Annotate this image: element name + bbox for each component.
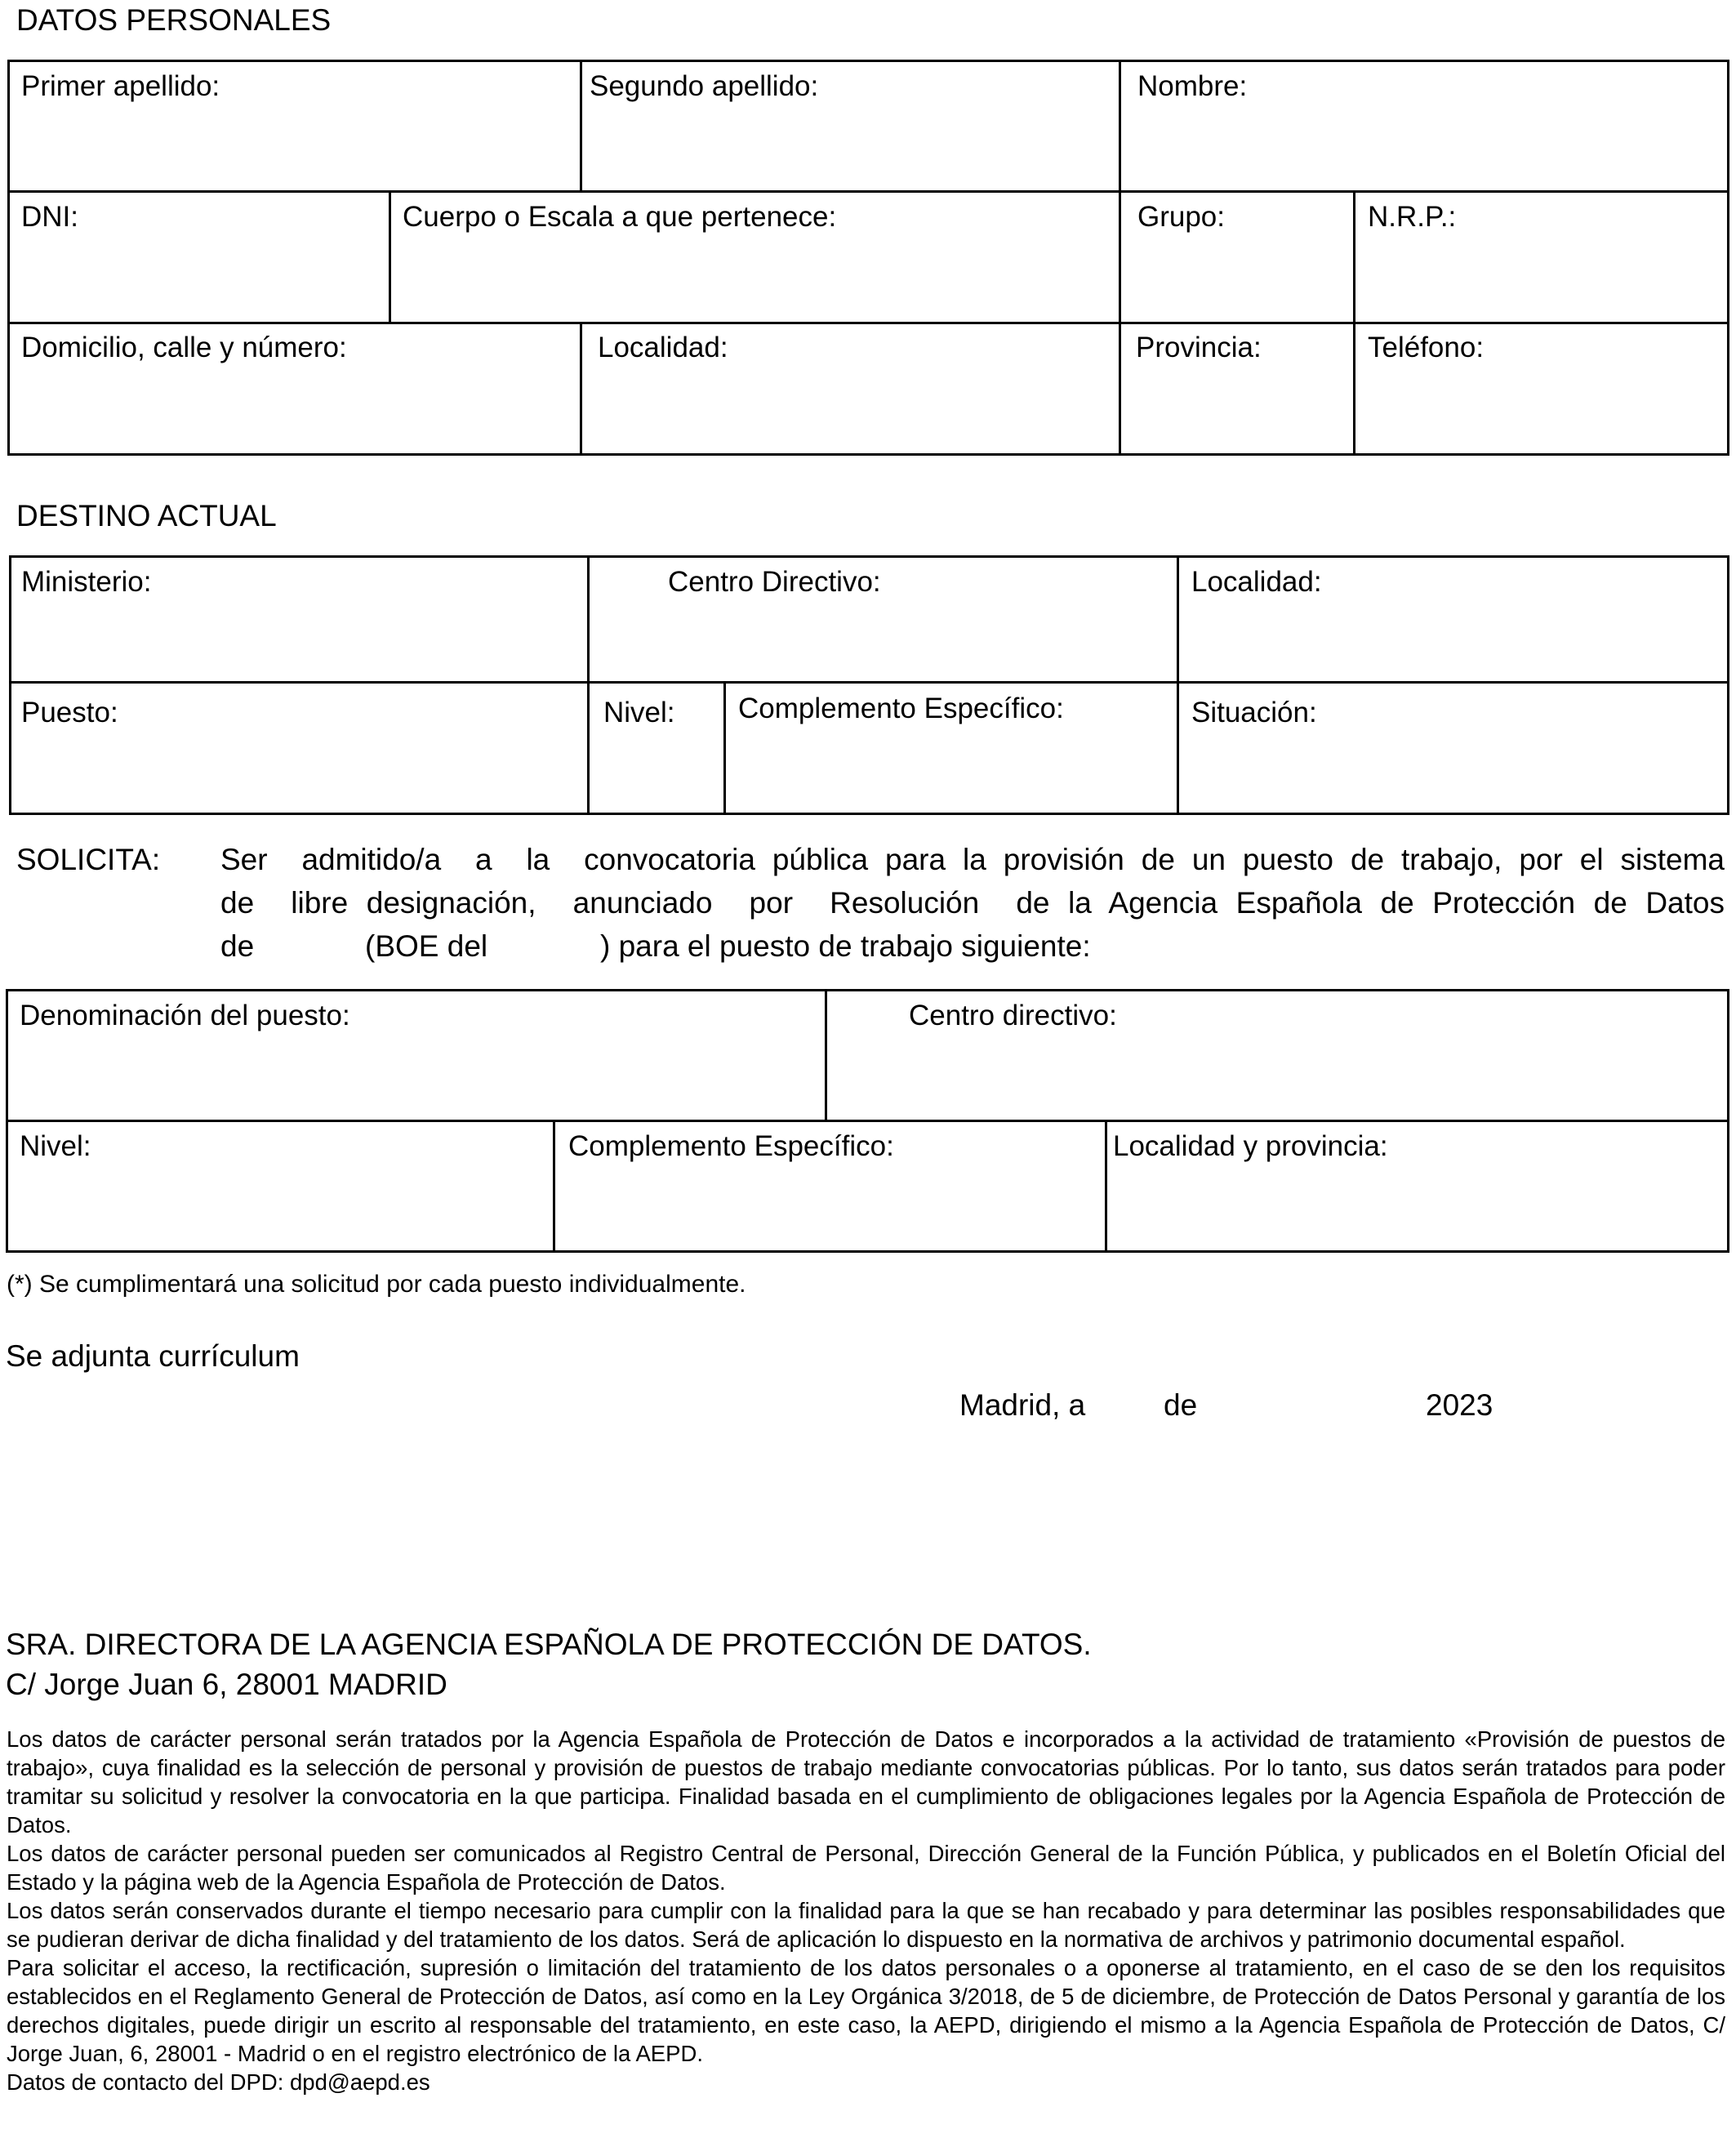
addressee-line-1: SRA. DIRECTORA DE LA AGENCIA ESPAÑOLA DE PROTECCIÓN DE DATOS. — [6, 1628, 1092, 1661]
divider — [9, 681, 1729, 684]
divider — [1119, 190, 1121, 456]
denominacion-puesto-field[interactable]: Denominación del puesto: — [20, 1000, 350, 1031]
divider — [553, 1120, 555, 1253]
solicita-line-3-end: ) para el puesto de trabajo siguiente: — [600, 929, 1091, 963]
provincia-field[interactable]: Provincia: — [1136, 332, 1262, 363]
divider — [1177, 555, 1179, 815]
divider — [1119, 60, 1121, 191]
domicilio-field[interactable]: Domicilio, calle y número: — [21, 332, 347, 363]
divider — [825, 989, 827, 1120]
nivel-solicitado-field[interactable]: Nivel: — [20, 1130, 91, 1162]
nrp-field[interactable]: N.R.P.: — [1368, 201, 1457, 233]
segundo-apellido-field[interactable]: Segundo apellido: — [590, 70, 819, 102]
solicita-text — [220, 838, 1725, 968]
localidad-provincia-field[interactable]: Localidad y provincia: — [1113, 1130, 1388, 1162]
privacy-paragraph-1: Los datos de carácter personal serán tratados por la Agencia Española de Protección de Datos e incorporados a la actividad de tratamiento «Provisión de puestos de trabajo», cuya finalidad es la selección de personal y provisión de puestos de trabajo mediante convocatorias públicas. Por lo tanto, sus datos serán tratados para poder tramitar su solicitud y resolver la convocatoria en la que participa. Finalidad basada en el cumplimiento de obligaciones legales por la Agencia Española de Protección de Datos. — [7, 1726, 1725, 1837]
divider — [6, 1120, 1729, 1122]
solicita-line-3-boe: (BOE del — [365, 929, 488, 963]
destino-localidad-field[interactable]: Localidad: — [1191, 566, 1322, 598]
privacy-paragraph-4: Para solicitar el acceso, la rectificación, supresión o limitación del tratamiento de los datos personales o a oponerse al tratamiento, en el caso de se den los requisitos establecidos en el Reglamento General de Protección de Datos, así como en la Ley Orgánica 3/2018, de 5 de diciembre, de Protección de Datos Personal y garantía de los derechos digitales, puede dirigir un escrito al responsable del tratamiento, en este caso, la AEPD, dirigiendo el mismo a la Agencia Española de Protección de Datos, C/ Jorge Juan, 6, 28001 - Madrid o en el registro electrónico de la AEPD. — [7, 1955, 1725, 2066]
nombre-field[interactable]: Nombre: — [1137, 70, 1248, 102]
solicita-line-1: Ser admitido/a a la convocatoria pública para la provisión de un puesto de trabajo, por el sistema — [220, 843, 1725, 876]
section-title-destino: DESTINO ACTUAL — [16, 499, 277, 532]
divider — [723, 681, 726, 815]
complemento-solicitado-field[interactable]: Complemento Específico: — [568, 1130, 894, 1162]
footnote: (*) Se cumplimentará una solicitud por cada puesto individualmente. — [7, 1271, 746, 1298]
nivel-field[interactable]: Nivel: — [603, 697, 675, 728]
centro-directivo-field[interactable]: Centro Directivo: — [668, 566, 881, 598]
divider — [1353, 190, 1355, 456]
date-de: de — [1164, 1388, 1198, 1422]
divider — [587, 555, 590, 815]
solicita-line-2: de libre designación, anunciado por Resolución de la Agencia Española de Protección de Datos — [220, 886, 1725, 920]
cuerpo-escala-field[interactable]: Cuerpo o Escala a que pertenece: — [403, 201, 837, 233]
primer-apellido-field[interactable]: Primer apellido: — [21, 70, 220, 102]
localidad-field[interactable]: Localidad: — [598, 332, 728, 363]
privacy-paragraph-5: Datos de contacto del DPD: dpd@aepd.es — [7, 2069, 430, 2095]
situacion-field[interactable]: Situación: — [1191, 697, 1317, 728]
dni-field[interactable]: DNI: — [21, 201, 78, 233]
addressee-line-2: C/ Jorge Juan 6, 28001 MADRID — [6, 1668, 447, 1701]
solicita-line-3-de: de — [220, 929, 255, 963]
telefono-field[interactable]: Teléfono: — [1368, 332, 1485, 363]
ministerio-field[interactable]: Ministerio: — [21, 566, 152, 598]
divider — [580, 322, 582, 456]
privacy-paragraph-2: Los datos de carácter personal pueden ser comunicados al Registro Central de Personal, Dirección General de la Función Pública, y publicados en el Boletín Oficial del Estado y la página web de la Agencia Española de Protección de Datos. — [7, 1841, 1725, 1895]
curriculum-note: Se adjunta currículum — [6, 1339, 300, 1373]
divider — [389, 190, 391, 323]
grupo-field[interactable]: Grupo: — [1137, 201, 1225, 233]
date-year: 2023 — [1426, 1388, 1493, 1422]
complemento-field[interactable]: Complemento Específico: — [738, 693, 1064, 724]
privacy-paragraph-3: Los datos serán conservados durante el tiempo necesario para cumplir con la finalidad para la que se han recabado y para determinar las posibles responsabilidades que se pudieran derivar de dicha finalidad y del tratamiento de los datos. Será de aplicación lo dispuesto en la normativa de archivos y patrimonio documental español. — [7, 1898, 1725, 1952]
solicita-label: SOLICITA: — [16, 843, 161, 876]
divider — [7, 322, 1729, 324]
puesto-field[interactable]: Puesto: — [21, 697, 118, 728]
section-title-personal: DATOS PERSONALES — [16, 3, 332, 37]
divider — [7, 190, 1729, 193]
divider — [1105, 1120, 1107, 1253]
privacy-notice — [7, 1725, 1725, 2096]
centro-directivo-solicitado-field[interactable]: Centro directivo: — [909, 1000, 1117, 1031]
date-place: Madrid, a — [959, 1388, 1086, 1422]
personal-data-table — [7, 60, 1729, 456]
divider — [580, 60, 582, 191]
